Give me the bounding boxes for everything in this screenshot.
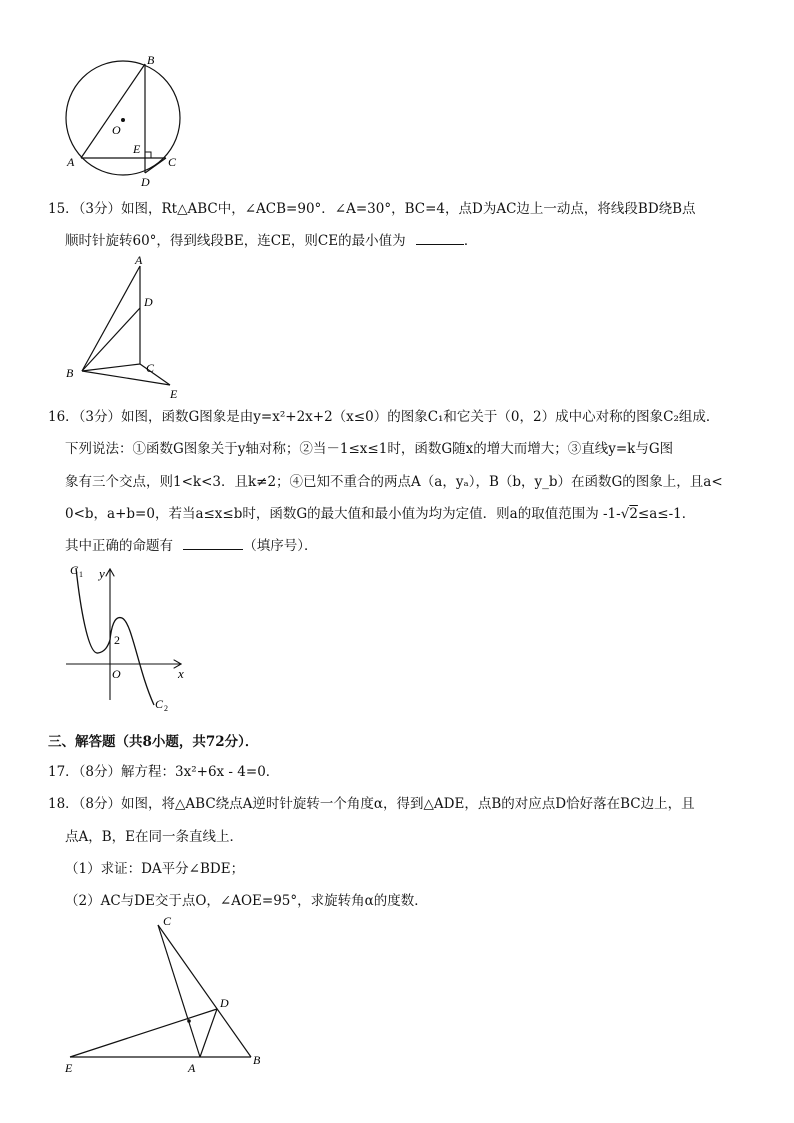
q16-line3: 象有三个交点，则1<k<3．且k≠2；④已知不重合的两点A（a，yₐ），B（b，y_b）在函数G的图象上，且a< [65, 474, 723, 490]
label-e: E [170, 387, 178, 401]
segment-ce [140, 364, 170, 385]
label-c: C [163, 914, 172, 928]
q16-answer-blank[interactable] [183, 537, 243, 550]
q16-line5-text: 其中正确的命题有 [65, 538, 173, 554]
label-b: B [253, 1053, 261, 1067]
label-d: D [220, 996, 229, 1010]
segment-ad [200, 1009, 217, 1057]
label-2: 2 [114, 633, 120, 647]
center-point [121, 118, 125, 122]
label-e: E [133, 142, 141, 156]
figure-q14-circle [55, 50, 195, 190]
q16-line4 [65, 505, 695, 523]
label-a: A [188, 1061, 196, 1075]
segment-cd [145, 158, 166, 173]
label-b: B [147, 53, 155, 67]
curve-c2 [110, 618, 154, 705]
segment-ca [158, 925, 200, 1057]
q18-part1: （1）求证：DA平分∠BDE； [65, 861, 245, 877]
figure-q16-graph [60, 560, 200, 720]
section-title: 三、解答题（共8小题，共72分）． [48, 734, 259, 750]
q18-line1: 18．（8分）如图，将△ABC绕点A逆时针旋转一个角度α，得到△ADE，点B的对应点D恰好落在BC边上，且 [48, 796, 695, 812]
figure-q15-triangle [60, 250, 200, 405]
sqrt-sign: √ [620, 506, 630, 522]
q16-line1: 16．（3分）如图，函数G图象是由y=x²+2x+2（x≤0）的图象C₁和它关于（0，2）成中心对称的图象C₂组成． [48, 409, 720, 425]
segment-cb [158, 925, 251, 1057]
q18-line2: 点A，B，E在同一条直线上． [65, 829, 244, 845]
segment-ed [70, 1009, 217, 1057]
figure-q18-rotation [55, 912, 285, 1082]
label-d: D [141, 175, 150, 189]
label-x: x [178, 666, 184, 681]
point-o [187, 1019, 191, 1023]
q15-line1: 15．（3分）如图，Rt△ABC中，∠ACB=90°．∠A=30°，BC=4，点D为AC边上一动点，将线段BD绕B点 [48, 201, 696, 217]
q17-text: 17．（8分）解方程：3x²+6x - 4=0． [48, 764, 280, 780]
q18-part2: （2）AC与DE交于点O，∠AOE=95°，求旋转角α的度数． [65, 893, 428, 909]
q15-line2 [65, 232, 477, 250]
sqrt-value: 2 [629, 506, 638, 522]
q16-line4-text: 0<b，a+b=0，若当a≤x≤b时，函数G的最大值和最小值为均为定值．则a的取值范围为 -1- [65, 506, 621, 522]
curve-c1 [76, 568, 110, 653]
label-o: O [112, 123, 121, 137]
label-c: C [168, 155, 177, 169]
label-b: B [66, 366, 74, 380]
q15-line2-end: ． [463, 233, 478, 249]
q15-answer-blank[interactable] [416, 232, 464, 245]
segment-bc [82, 364, 140, 371]
label-y: y [99, 566, 105, 581]
q16-line2: 下列说法：①函数G图象关于y轴对称；②当－1≤x≤1时，函数G随x的增大而增大；③直线y=k与G图 [65, 441, 674, 457]
label-c2: C [155, 697, 164, 711]
right-angle-mark [145, 152, 151, 158]
label-c2-sub: 2 [164, 704, 168, 713]
segment-be [82, 371, 170, 385]
label-a: A [67, 155, 75, 169]
label-c: C [146, 361, 155, 375]
q15-line2-text: 顺时针旋转60°，得到线段BE，连CE，则CE的最小值为 [65, 233, 406, 249]
label-c1: C [70, 563, 79, 577]
label-d: D [144, 295, 153, 309]
label-a: A [135, 253, 143, 267]
label-e: E [65, 1061, 73, 1075]
q16-line4-end: ≤a≤-1． [637, 506, 696, 522]
label-o: O [112, 667, 121, 681]
q16-line5 [65, 537, 318, 555]
label-c1-sub: 1 [79, 570, 83, 579]
segment-ab [82, 266, 140, 371]
q16-line5-end: （填序号）． [243, 538, 318, 554]
